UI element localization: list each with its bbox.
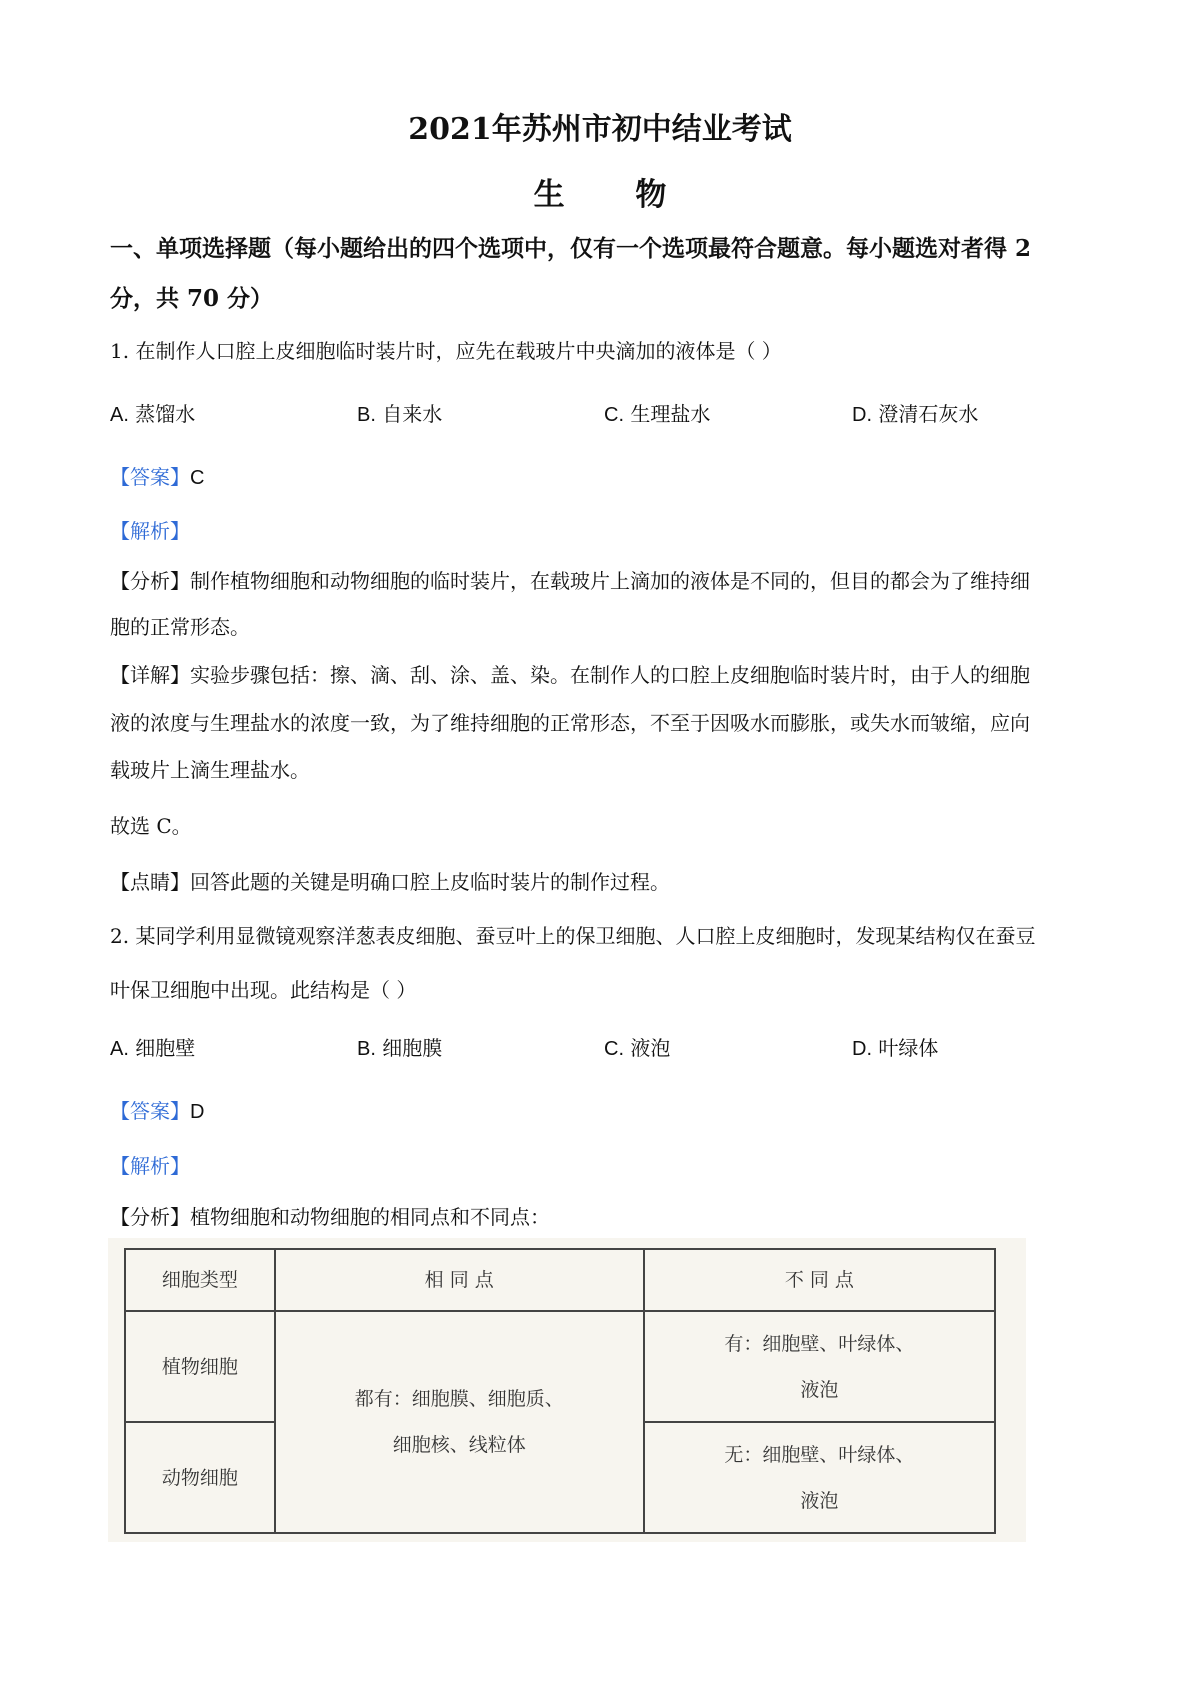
- option-text: 细胞壁: [135, 1036, 196, 1060]
- option-letter: D.: [852, 1038, 872, 1060]
- q1-option-b: [357, 398, 442, 427]
- plant-diff-line2: 液泡: [800, 1378, 839, 1401]
- same-points-line1: 都有：细胞膜、细胞质、: [354, 1388, 564, 1410]
- section-heading-line2: 分，共 70 分）: [110, 285, 274, 312]
- header-cell-diff: 不 同 点: [644, 1249, 995, 1311]
- animal-cell-label: 动物细胞: [125, 1422, 275, 1533]
- same-points-cell: [275, 1311, 644, 1533]
- q1-analysis-tag: 【解析】: [110, 519, 190, 543]
- option-text: 自来水: [382, 402, 443, 426]
- q2-option-b: [357, 1032, 442, 1061]
- option-letter: D.: [852, 404, 872, 426]
- q1-option-c: [604, 398, 710, 427]
- q1-option-d: [852, 398, 978, 427]
- answer-tag: 【答案】: [110, 465, 190, 489]
- option-text: 生理盐水: [630, 402, 711, 426]
- option-text: 蒸馏水: [135, 402, 196, 426]
- option-letter: A.: [110, 1038, 129, 1060]
- q1-fenxi-line2: 胞的正常形态。: [110, 615, 250, 639]
- q1-choose: 故选 C。: [110, 814, 192, 838]
- option-text: 细胞膜: [382, 1036, 443, 1060]
- option-letter: B.: [357, 1038, 376, 1060]
- plant-diff-cell: [644, 1311, 995, 1422]
- option-letter: A.: [110, 404, 129, 426]
- exam-title: 2021年苏州市初中结业考试: [408, 112, 792, 147]
- q2-fenxi: 【分析】植物细胞和动物细胞的相同点和不同点：: [110, 1205, 550, 1229]
- animal-diff-line1: 无：细胞壁、叶绿体、: [724, 1443, 915, 1466]
- q1-dianjing: 【点睛】回答此题的关键是明确口腔上皮临时装片的制作过程。: [110, 870, 670, 894]
- plant-diff-line1: 有：细胞壁、叶绿体、: [724, 1332, 915, 1355]
- q1-xiangjie-line1: 【详解】实验步骤包括：擦、滴、刮、涂、盖、染。在制作人的口腔上皮细胞临时装片时，由于人的细胞: [110, 663, 1030, 687]
- q2-option-a: [110, 1032, 195, 1061]
- option-letter: B.: [357, 404, 376, 426]
- answer-tag: 【答案】: [110, 1099, 190, 1123]
- same-points-line2: 细胞核、线粒体: [392, 1434, 526, 1456]
- q1-xiangjie-line3: 载玻片上滴生理盐水。: [110, 758, 310, 782]
- plant-cell-label: 植物细胞: [125, 1311, 275, 1422]
- answer-value: D: [190, 1101, 205, 1123]
- answer-value: C: [190, 467, 205, 489]
- animal-diff-cell: [644, 1422, 995, 1533]
- q2-answer: [110, 1095, 204, 1124]
- q1-fenxi-line1: 【分析】制作植物细胞和动物细胞的临时装片，在载玻片上滴加的液体是不同的，但目的都会为了维持细: [110, 569, 1030, 593]
- header-cell-same: 相 同 点: [275, 1249, 644, 1311]
- option-letter: C.: [604, 1038, 624, 1060]
- q1-option-a: [110, 398, 195, 427]
- option-text: 叶绿体: [878, 1036, 939, 1060]
- q2-stem-line2: 叶保卫细胞中出现。此结构是（ ）: [110, 978, 417, 1002]
- q1-answer: [110, 461, 204, 490]
- q2-option-d: [852, 1032, 938, 1061]
- animal-diff-line2: 液泡: [800, 1489, 839, 1512]
- option-text: 澄清石灰水: [878, 402, 979, 426]
- option-text: 液泡: [630, 1036, 671, 1060]
- subject-title: 生 物: [533, 177, 697, 213]
- section-heading-line1: 一、单项选择题（每小题给出的四个选项中，仅有一个选项最符合题意。每小题选对者得 2: [110, 235, 1032, 262]
- table-header-row: [125, 1249, 995, 1311]
- header-cell-type: 细胞类型: [125, 1249, 275, 1311]
- cell-comparison-table: [124, 1248, 996, 1534]
- q2-option-c: [604, 1032, 670, 1061]
- q1-xiangjie-line2: 液的浓度与生理盐水的浓度一致，为了维持细胞的正常形态，不至于因吸水而膨胀，或失水而皱缩，应向: [110, 711, 1030, 735]
- q2-stem-line1: 2. 某同学利用显微镜观察洋葱表皮细胞、蚕豆叶上的保卫细胞、人口腔上皮细胞时，发现某结构仅在蚕豆: [110, 924, 1036, 948]
- q1-stem: 1. 在制作人口腔上皮细胞临时装片时，应先在载玻片中央滴加的液体是（ ）: [110, 339, 782, 363]
- table-row-plant: [125, 1311, 995, 1422]
- option-letter: C.: [604, 404, 624, 426]
- q2-analysis-tag: 【解析】: [110, 1154, 190, 1178]
